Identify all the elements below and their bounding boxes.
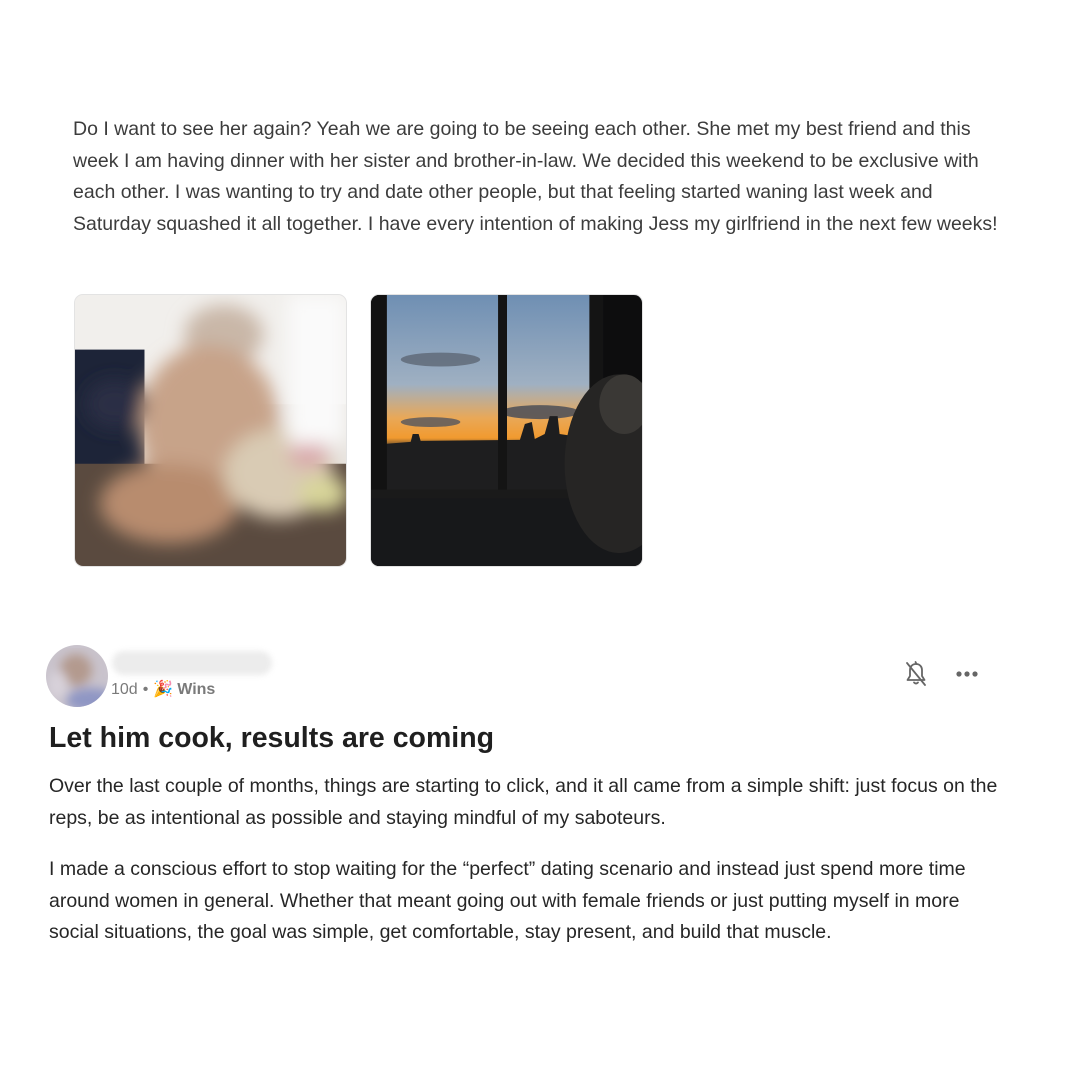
avatar[interactable] xyxy=(46,645,108,707)
previous-post-body: Do I want to see her again? Yeah we are going to be seeing each other. She met my best friend and this week I am having dinner with her sister and brother-in-law. We decided this weekend to be exclusive with each other. I was wanting to try and date other people, but that feeling started waning last week and Saturday squashed it all together. I have every intention of making Jess my girlfriend in the next few weeks! xyxy=(73,118,998,235)
notification-toggle-button[interactable] xyxy=(902,660,930,688)
post-meta xyxy=(111,680,215,700)
post-image-blurred[interactable] xyxy=(74,294,347,567)
post-paragraph: Over the last couple of months, things are starting to click, and it all came from a simple shift: just focus on the reps, be as intentional as possible and staying mindful of my saboteurs. xyxy=(49,775,998,829)
post-paragraph: I made a conscious effort to stop waiting for the “perfect” dating scenario and instead just spend more time around women in general. Whether that meant going out with female friends or just putting myself in more social situations, the goal was simple, get comfortable, stay present, and build that muscle. xyxy=(49,858,966,943)
more-horizontal-icon xyxy=(955,670,979,678)
post-title[interactable]: Let him cook, results are coming xyxy=(49,722,495,754)
blurred-photo-icon xyxy=(75,295,346,566)
bell-off-icon xyxy=(904,661,928,687)
post-image-sunset[interactable] xyxy=(370,294,643,567)
meta-separator: • xyxy=(142,681,149,698)
party-popper-icon: 🎉 xyxy=(153,681,174,698)
blurred-avatar-icon xyxy=(46,645,108,707)
post-time: 10d xyxy=(111,681,138,698)
city-sunset-photo-icon xyxy=(371,295,642,566)
more-options-button[interactable] xyxy=(952,660,982,688)
post-category[interactable]: Wins xyxy=(177,681,216,698)
author-name-redacted[interactable] xyxy=(112,651,272,675)
